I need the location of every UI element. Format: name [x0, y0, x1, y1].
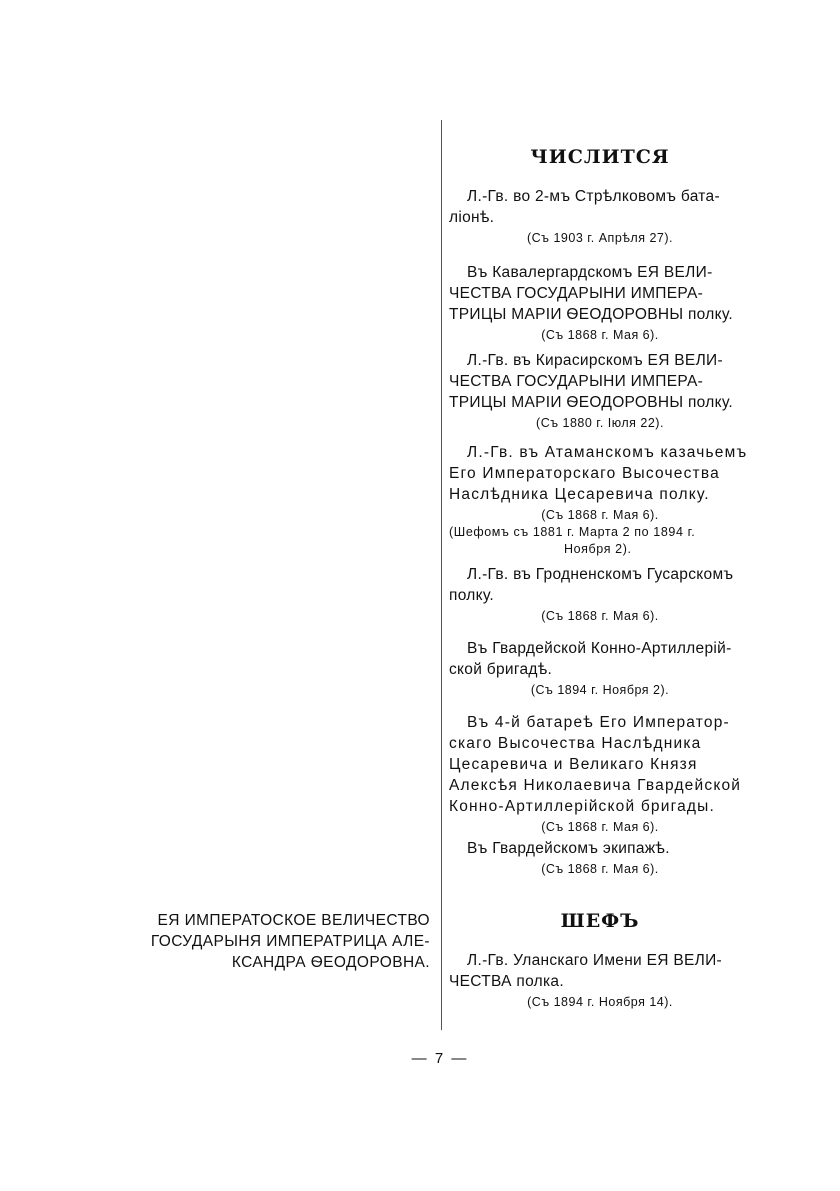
empress-title-line: КСАНДРА ѲЕОДОРОВНА.: [231, 954, 430, 971]
entry-line: Конно-Артиллерійской бригады.: [449, 798, 716, 815]
entry-line: Алексѣя Николаевича Гвардейской: [449, 777, 742, 794]
entry-ekipazh: [449, 838, 751, 878]
entry-date: (Съ 1903 г. Апрѣля 27).: [526, 231, 674, 245]
entry-grodnensky: [449, 564, 751, 625]
empress-title-line: ГОСУДАРЫНЯ ИМПЕРАТРИЦА АЛЕ-: [150, 933, 430, 950]
entry-line: ЧЕСТВА ГОСУДАРЫНИ ИМПЕРА-: [449, 285, 704, 302]
page-number: — 7 —: [411, 1050, 469, 1067]
entry-date: (Съ 1868 г. Мая 6).: [541, 328, 659, 342]
entry-line: Въ Гвардейскомъ экипажѣ.: [467, 840, 670, 857]
entry-line: Въ 4-й батареѣ Его Император-: [467, 714, 730, 731]
entry-note: (Шефомъ съ 1881 г. Марта 2 по 1894 г.: [449, 525, 696, 539]
entry-date: (Съ 1868 г. Мая 6).: [541, 508, 659, 522]
entry-line: Цесаревича и Великаго Князя: [449, 756, 698, 773]
entry-date: (Съ 1868 г. Мая 6).: [541, 862, 659, 876]
entry-konno-artilleriya: [449, 638, 751, 699]
entry-date: (Съ 1880 г. Іюля 22).: [536, 416, 664, 430]
entry-date: (Съ 1894 г. Ноября 2).: [530, 683, 670, 697]
entry-line: полку.: [449, 587, 494, 604]
heading-chislitsya: ЧИСЛИТСЯ: [530, 146, 670, 168]
entry-line: ЧЕСТВА ГОСУДАРЫНИ ИМПЕРА-: [449, 373, 704, 390]
entry-line: ТРИЦЫ МАРІИ ѲЕОДОРОВНЫ полку.: [449, 306, 733, 323]
entry-line: Л.-Гв. въ Кирасирскомъ ЕЯ ВЕЛИ-: [467, 352, 723, 369]
entry-kirasirsky: [449, 350, 751, 432]
entry-date: (Съ 1894 г. Ноября 14).: [527, 995, 673, 1009]
entry-line: Л.-Гв. въ Гродненскомъ Гусарскомъ: [467, 566, 734, 583]
entry-line: Л.-Гв. Уланскаго Имени ЕЯ ВЕЛИ-: [467, 952, 723, 969]
entry-line: Въ Гвардейской Конно-Артиллерій-: [467, 640, 732, 657]
empress-title-line: ЕЯ ИМПЕРАТОСКОЕ ВЕЛИЧЕСТВО: [157, 912, 430, 929]
entry-line: ліонѣ.: [449, 209, 495, 226]
entry-line: ЧЕСТВА полка.: [449, 973, 564, 990]
heading-chef: ШЕФЪ: [560, 910, 640, 932]
entry-atamansky: [449, 442, 751, 558]
entry-date: (Съ 1868 г. Мая 6).: [541, 820, 659, 834]
entry-4th-battery: [449, 712, 751, 836]
entry-line: Наслѣдника Цесаревича полку.: [449, 486, 710, 503]
entry-ulansky: [449, 950, 751, 1011]
entry-strelkovy-battalion: [449, 186, 751, 247]
column-divider: [441, 120, 442, 1030]
empress-title: [100, 910, 430, 973]
entry-line: ской бригадѣ.: [449, 661, 553, 678]
entry-note: Ноября 2).: [564, 542, 632, 556]
entry-line: ТРИЦЫ МАРІИ ѲЕОДОРОВНЫ полку.: [449, 394, 733, 411]
entry-line: Л.-Гв. въ Атаманскомъ казачьемъ: [467, 444, 748, 461]
entry-line: Его Императорскаго Высочества: [449, 465, 720, 482]
entry-date: (Съ 1868 г. Мая 6).: [541, 609, 659, 623]
entry-line: скаго Высочества Наслѣдника: [449, 735, 702, 752]
entry-line: Л.-Гв. во 2-мъ Стрѣлковомъ бата-: [467, 188, 720, 205]
entry-kavalergardsky: [449, 262, 751, 344]
entry-line: Въ Кавалергардскомъ ЕЯ ВЕЛИ-: [467, 264, 713, 281]
